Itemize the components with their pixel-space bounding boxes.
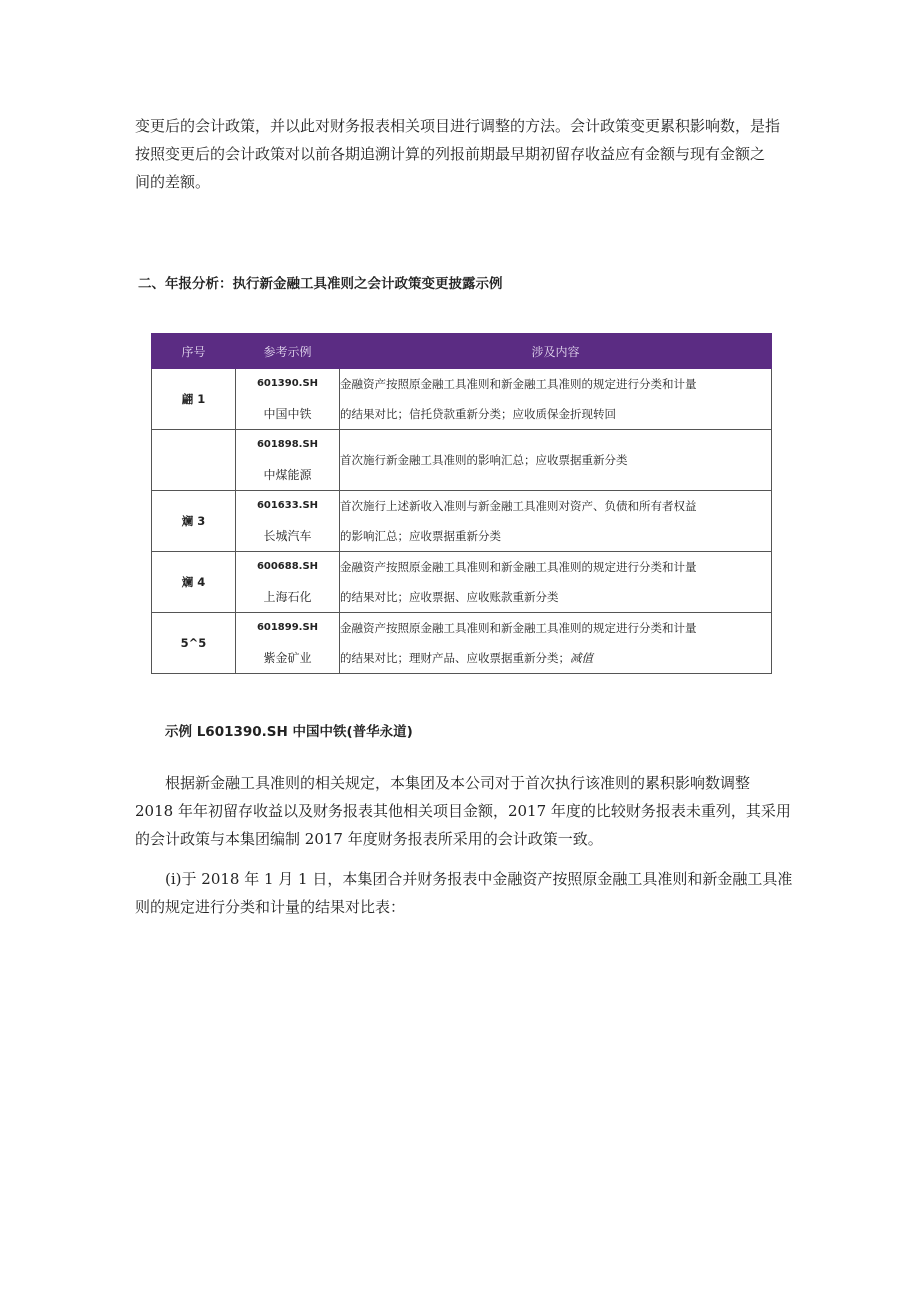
body-line: (i)于 2018 年 1 月 1 日，本集团合并财务报表中金融资产按照原金融工具准则和新金融工具准 [165, 870, 793, 888]
table-row [152, 491, 772, 552]
company-name: 长城汽车 [263, 529, 312, 543]
header-seq: 序号 [152, 334, 236, 369]
content-line: 首次施行上述新收入准则与新金融工具准则对资产、负债和所有者权益 [340, 499, 697, 513]
row-seq: 5^5 [152, 613, 236, 674]
content-line: 金融资产按照原金融工具准则和新金融工具准则的规定进行分类和计量 [340, 621, 697, 635]
row-seq: 斓 4 [152, 552, 236, 613]
company-name: 紫金矿业 [263, 651, 312, 665]
row-seq [152, 430, 236, 491]
content-line: 的结果对比；应收票据、应收账款重新分类 [340, 590, 559, 604]
disclosure-table [151, 333, 772, 674]
content-text: 的结果对比；理财产品、应收票据重新分类； [340, 651, 570, 665]
company-name: 中国中铁 [263, 407, 312, 421]
table-row [152, 369, 772, 430]
row-reference [236, 552, 340, 613]
body-line: 2018 年年初留存收益以及财务报表其他相关项目金额，2017 年度的比较财务报表未重列，其采用 [135, 802, 791, 820]
header-content: 涉及内容 [340, 334, 772, 369]
stock-code: 601633.SH [256, 500, 319, 511]
content-line: 的结果对比；信托贷款重新分类；应收质保金折现转回 [340, 407, 616, 421]
stock-code: 601390.SH [256, 378, 319, 389]
row-reference [236, 369, 340, 430]
company-name: 上海石化 [263, 590, 312, 604]
row-seq: 斓 3 [152, 491, 236, 552]
header-reference: 参考示例 [236, 334, 340, 369]
row-reference [236, 491, 340, 552]
content-line: 首次施行新金融工具准则的影响汇总；应收票据重新分类 [340, 453, 628, 467]
row-seq: 翩 1 [152, 369, 236, 430]
company-name: 中煤能源 [263, 468, 312, 482]
table-row [152, 430, 772, 491]
stock-code: 600688.SH [256, 561, 319, 572]
row-content [340, 491, 772, 552]
intro-line: 间的差额。 [135, 173, 211, 191]
body-paragraph [135, 769, 790, 853]
row-reference [236, 613, 340, 674]
table-row [152, 552, 772, 613]
body-line: 则的规定进行分类和计量的结果对比表： [135, 898, 406, 916]
row-content [340, 552, 772, 613]
intro-line: 按照变更后的会计政策对以前各期追溯计算的列报前期最早期初留存收益应有金额与现有金额之 [135, 145, 766, 163]
stock-code: 601898.SH [256, 439, 319, 450]
content-line: 的影响汇总；应收票据重新分类 [340, 529, 501, 543]
section-title: 年报分析：执行新金融工具准则之会计政策变更披露示例 [165, 276, 503, 292]
content-tail: 减值 [570, 651, 593, 665]
row-content [340, 369, 772, 430]
stock-code: 601899.SH [256, 622, 319, 633]
row-content [340, 613, 772, 674]
body-line: 的会计政策与本集团编制 2017 年度财务报表所采用的会计政策一致。 [135, 830, 603, 848]
row-reference [236, 430, 340, 491]
body-line: 根据新金融工具准则的相关规定，本集团及本公司对于首次执行该准则的累积影响数调整 [165, 774, 751, 792]
content-line: 金融资产按照原金融工具准则和新金融工具准则的规定进行分类和计量 [340, 377, 697, 391]
table-header-row [152, 334, 772, 369]
row-content [340, 430, 772, 491]
body-paragraph [135, 865, 793, 921]
section-index: 二、 [138, 276, 165, 292]
intro-line: 变更后的会计政策，并以此对财务报表相关项目进行调整的方法。会计政策变更累积影响数，是指 [135, 117, 781, 135]
intro-paragraph [135, 112, 790, 196]
section-heading [135, 272, 503, 292]
content-line [340, 643, 771, 673]
example-title: 示例 L601390.SH 中国中铁(普华永道) [165, 724, 413, 740]
content-line: 金融资产按照原金融工具准则和新金融工具准则的规定进行分类和计量 [340, 560, 697, 574]
table-row [152, 613, 772, 674]
